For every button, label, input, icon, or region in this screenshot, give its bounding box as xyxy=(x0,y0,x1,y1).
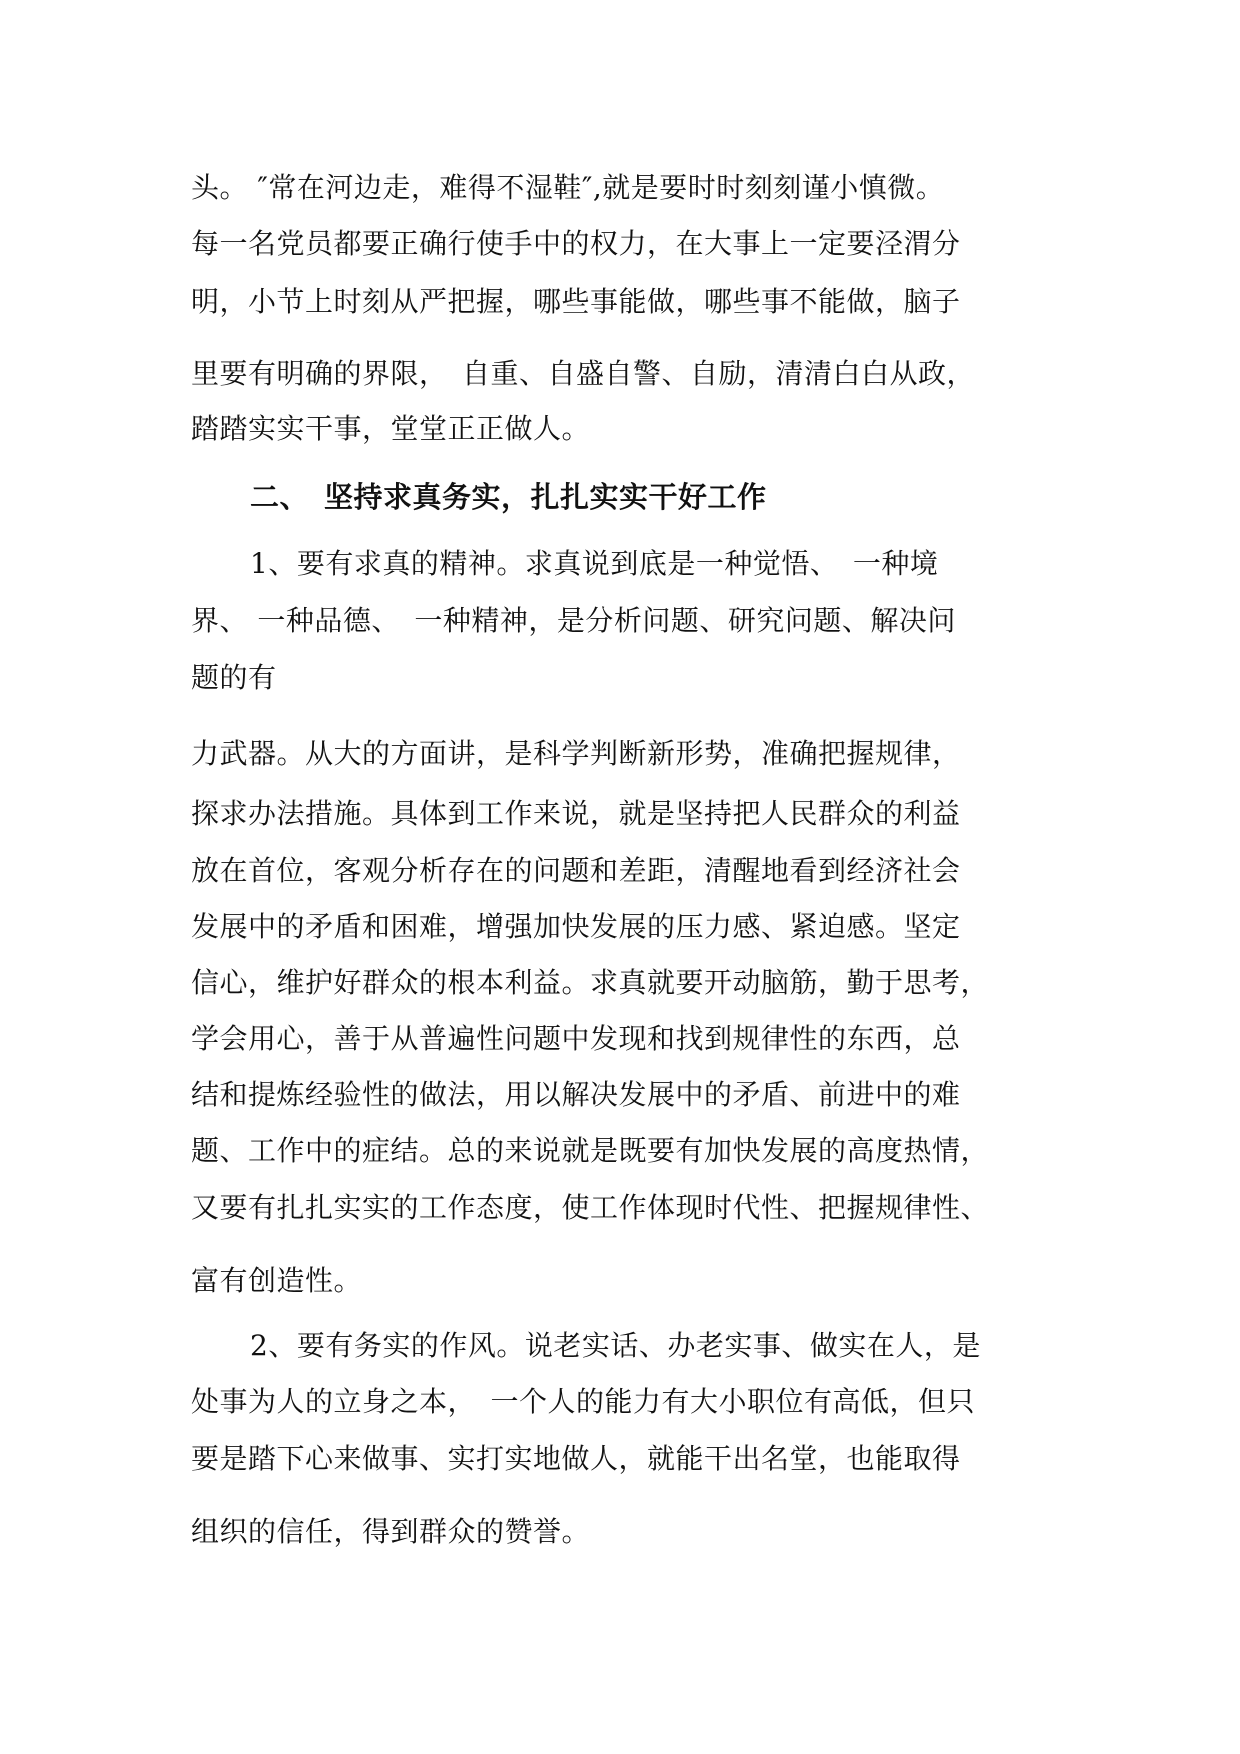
text-line-7: 1、要有求真的精神。求真说到底是一种觉悟、 一种境 xyxy=(250,547,939,580)
section-heading: 二、 坚持求真务实，扎扎实实干好工作 xyxy=(250,480,767,514)
text-line-13: 发展中的矛盾和困难，增强加快发展的压力感、紧迫感。坚定 xyxy=(191,910,961,943)
text-line-22: 要是踏下心来做事、实打实地做人，就能干出名堂，也能取得 xyxy=(191,1442,961,1475)
text-line-4: 里要有明确的界限， 自重、自盛自警、自励，清清白白从政， xyxy=(191,357,976,390)
text-line-23: 组织的信任，得到群众的赞誉。 xyxy=(191,1515,591,1548)
text-line-19: 富有创造性。 xyxy=(191,1264,363,1297)
text-line-15: 学会用心，善于从普遍性问题中发现和找到规律性的东西，总 xyxy=(191,1022,961,1055)
text-line-1: 头。 ″常在河边走，难得不湿鞋″,就是要时时刻刻谨小慎微。 xyxy=(191,171,945,204)
text-line-2: 每一名党员都要正确行使手中的权力，在大事上一定要泾渭分 xyxy=(191,227,961,260)
text-line-8: 界、 一种品德、 一种精神，是分析问题、研究问题、解决问 xyxy=(191,604,956,637)
text-line-11: 探求办法措施。具体到工作来说，就是坚持把人民群众的利益 xyxy=(191,797,961,830)
text-line-10: 力武器。从大的方面讲，是科学判断新形势，准确把握规律， xyxy=(191,737,961,770)
text-line-9: 题的有 xyxy=(191,661,277,694)
text-line-16: 结和提炼经验性的做法，用以解决发展中的矛盾、前进中的难 xyxy=(191,1078,961,1111)
text-line-3: 明，小节上时刻从严把握，哪些事能做，哪些事不能做，脑子 xyxy=(191,285,961,318)
text-line-18: 又要有扎扎实实的工作态度，使工作体现时代性、把握规律性、 xyxy=(191,1191,990,1224)
text-line-5: 踏踏实实干事，堂堂正正做人。 xyxy=(191,412,591,445)
text-line-12: 放在首位，客观分析存在的问题和差距，清醒地看到经济社会 xyxy=(191,854,961,887)
text-line-17: 题、工作中的症结。总的来说就是既要有加快发展的高度热情， xyxy=(191,1134,990,1167)
text-line-20: 2、要有务实的作风。说老实话、办老实事、做实在人，是 xyxy=(250,1329,981,1362)
text-line-21: 处事为人的立身之本， 一个人的能力有大小职位有高低，但只 xyxy=(191,1385,976,1418)
text-line-14: 信心，维护好群众的根本利益。求真就要开动脑筋，勤于思考， xyxy=(191,966,990,999)
